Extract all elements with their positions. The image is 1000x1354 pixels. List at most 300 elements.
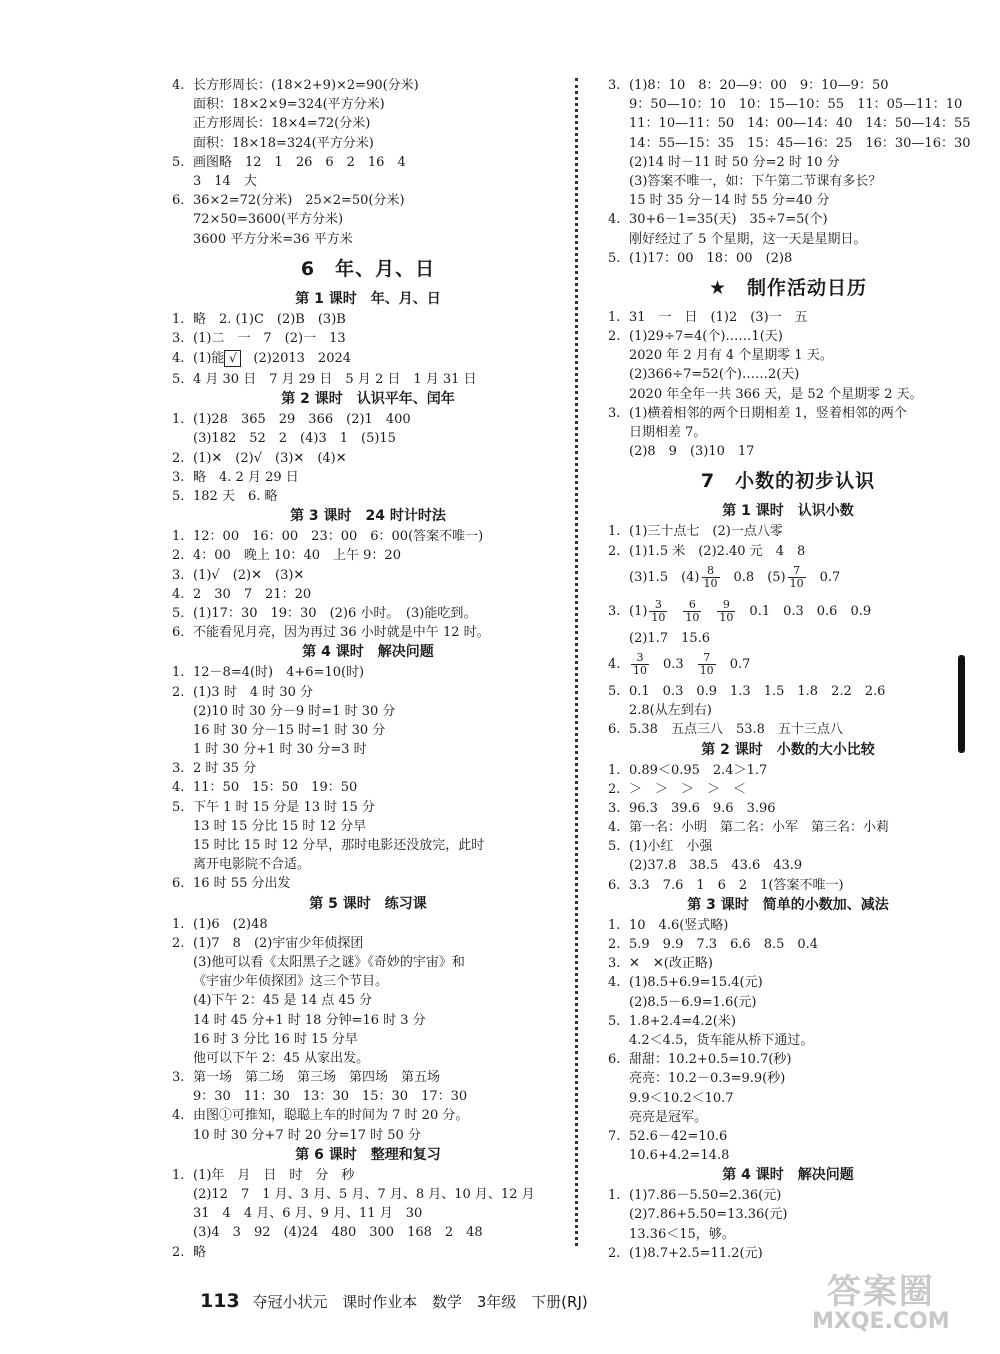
answer-text: 15 时比 15 时 12 分早，那时电影还没放完，此时 <box>193 838 485 853</box>
answer-line <box>608 561 968 595</box>
answer-text: 0.1 0.3 0.6 0.9 <box>749 603 872 619</box>
answer-line <box>608 720 968 739</box>
answers-u7-lesson3 <box>608 916 968 1165</box>
answer-text: 15 时 35 分－14 时 55 分=40 分 <box>629 193 830 209</box>
answer-line <box>172 778 564 797</box>
answer-text: (1)8.5+6.9=15.4(元) <box>629 975 763 991</box>
answer-text: 下午 1 时 15 分是 13 时 15 分 <box>193 799 375 815</box>
answer-text: (1)8.7+2.5=11.2(元) <box>629 1245 763 1261</box>
answer-text: 2 30 7 21：20 <box>193 586 312 602</box>
answer-line <box>172 95 564 114</box>
numerator: 3 <box>631 652 649 665</box>
item-number: 4. <box>608 212 621 228</box>
answer-text: 甜甜：10.2+0.5=10.7(秒) <box>629 1052 792 1068</box>
lesson-heading: 第 5 课时 练习课 <box>309 895 427 912</box>
answer-line <box>608 1050 968 1069</box>
answer-line <box>608 916 968 935</box>
answers-lesson2 <box>172 410 564 506</box>
answer-line <box>608 76 968 95</box>
item-number: 1. <box>608 762 621 778</box>
fraction <box>649 599 667 624</box>
answer-text: 3 14 大 <box>193 173 257 189</box>
answer-text: (2)10 时 30 分－9 时=1 时 30 分 <box>193 703 396 719</box>
answers-lesson5 <box>172 915 564 1145</box>
item-number: 1. <box>608 1188 621 1204</box>
answer-line <box>172 410 564 429</box>
answer-line <box>172 1049 564 1068</box>
answer-text: 2020 年 2 月有 4 个星期零 1 天。 <box>629 348 833 364</box>
item-number: 1. <box>172 412 185 428</box>
watermark-logo <box>812 1264 950 1334</box>
denominator: 10 <box>685 610 700 624</box>
lesson-heading: 第 2 课时 小数的大小比较 <box>701 741 875 758</box>
answer-text: (1) <box>629 603 648 619</box>
answer-line <box>172 972 564 991</box>
answer-line <box>172 740 564 759</box>
answers-u7-lesson2 <box>608 761 968 895</box>
item-number: 5. <box>172 489 185 504</box>
answer-text: (1)小红 小强 <box>629 839 713 855</box>
answer-text: 第一名：小明 第二名：小军 第三名：小莉 <box>629 820 890 836</box>
lesson-heading: 第 3 课时 24 时计时法 <box>290 508 446 525</box>
answer-line <box>172 191 564 210</box>
answer-text: 略 2. (1)C (2)B (3)B <box>193 311 346 327</box>
fraction <box>788 565 806 590</box>
answer-line <box>608 114 971 133</box>
answer-line <box>172 348 564 370</box>
answer-line <box>608 595 968 629</box>
denominator: 10 <box>633 663 647 677</box>
answer-text: (2)8.5－6.9=1.6(元) <box>629 994 757 1010</box>
item-number: 3. <box>608 78 621 93</box>
answer-text: (2)1.7 15.6 <box>629 630 711 646</box>
item-number: 6. <box>608 722 621 738</box>
unit6-title: 6 年、月、日 <box>300 257 436 280</box>
page-number: 113 <box>200 1290 240 1312</box>
answer-line <box>608 876 968 895</box>
subject: 数学 <box>432 1293 463 1311</box>
answer-line <box>172 134 564 153</box>
answer-text: 长方形周长：(18×2+9)×2=90(分米) <box>193 78 419 93</box>
item-number: 4. <box>608 820 621 836</box>
book-name: 课时作业本 <box>342 1293 418 1311</box>
answer-text: 日期相差 7。 <box>629 425 707 440</box>
item-number: 3. <box>172 567 185 583</box>
answer-line <box>608 191 968 210</box>
answer-line <box>608 249 968 268</box>
item-number: 6. <box>172 193 185 209</box>
fraction <box>717 599 735 624</box>
answer-text: 16 时 3 分比 16 时 15 分早 <box>193 1031 358 1047</box>
answer-line <box>172 1126 564 1145</box>
denominator: 10 <box>651 610 666 624</box>
answers-u7-lesson4 <box>608 1186 968 1263</box>
answer-line <box>172 798 564 817</box>
answer-text: (2)7.86+5.50=13.36(元) <box>629 1207 788 1223</box>
answer-text: 16 时 30 分－15 时=1 时 30 分 <box>193 722 386 738</box>
answer-line <box>608 935 968 954</box>
item-number: 3. <box>172 469 185 485</box>
answer-line <box>172 76 564 95</box>
answer-line <box>608 1186 968 1205</box>
numerator: 8 <box>702 565 720 578</box>
answer-text: 52.6－42=10.6 <box>629 1128 728 1144</box>
answer-line <box>172 721 564 740</box>
answer-text: ✕ ✕(改正略) <box>629 956 713 972</box>
right-column <box>608 76 971 1263</box>
watermark-url: MXQE.COM <box>812 1309 950 1334</box>
answer-line <box>172 1185 564 1204</box>
answer-text: 72×50=3600(平方分米) <box>193 212 344 228</box>
answer-text: 10 时 30 分+7 时 20 分=17 时 50 分 <box>193 1127 421 1143</box>
answer-text: 36×2=72(分米) 25×2=50(分米) <box>193 193 405 209</box>
answer-text: 亮亮是冠军。 <box>629 1109 708 1125</box>
answer-text: (1)√ (2)✕ (3)✕ <box>193 567 305 583</box>
grade: 3年级 <box>476 1293 517 1311</box>
answer-line <box>608 153 968 172</box>
answer-text: 9：30 11：30 13：30 15：30 17：30 <box>193 1089 468 1105</box>
denominator: 10 <box>789 576 804 590</box>
item-number: 3. <box>172 761 185 777</box>
answer-text: (2)366÷7=52(个)……2(天) <box>629 367 800 383</box>
answer-text: (4)下午 2：45 是 14 点 45 分 <box>193 993 373 1009</box>
answer-text: (1)6 (2)48 <box>193 916 268 932</box>
answer-line <box>172 934 564 953</box>
answers-unit6-end <box>608 76 971 268</box>
answer-text: (1)17：00 18：00 (2)8 <box>629 250 793 266</box>
answer-text: (1)17：30 19：30 (2)6 小时。 (3)能吃到。 <box>193 605 477 621</box>
answer-line <box>608 648 968 682</box>
answers-u7-lesson1 <box>608 522 968 739</box>
answer-line <box>608 308 968 327</box>
answer-text: 12－8=4(时) 4+6=10(时) <box>193 665 365 681</box>
answer-text: 13.36＜15，够。 <box>629 1226 735 1242</box>
answer-line <box>172 585 564 604</box>
answer-line <box>172 1223 564 1242</box>
item-number: 1. <box>172 1167 185 1183</box>
answer-text: 2020 年全年一共 366 天，是 52 个星期零 2 天。 <box>629 386 923 402</box>
answers-lesson1 <box>172 310 564 390</box>
answer-line <box>172 604 564 623</box>
answer-text: (1)7.86－5.50=2.36(元) <box>629 1188 782 1204</box>
answer-line <box>172 566 564 585</box>
answer-text: 12：00 16：00 23：00 6：00(答案不唯一) <box>193 529 484 545</box>
answer-line <box>172 310 564 329</box>
item-number: 2. <box>172 450 185 466</box>
answer-text: 13 时 15 分比 15 时 12 分早 <box>193 818 367 834</box>
answer-line <box>608 542 968 561</box>
answer-line <box>608 799 968 818</box>
answer-text: 5.38 五点三八 53.8 五十三点八 <box>629 722 843 738</box>
answer-text: (2)37.8 38.5 43.6 43.9 <box>629 858 803 874</box>
answer-text: 96.3 39.6 9.6 3.96 <box>629 800 776 816</box>
answer-text: (3)182 52 2 (4)3 1 (5)15 <box>193 431 396 447</box>
answer-line <box>172 449 564 468</box>
item-number: 5. <box>172 799 185 815</box>
item-number: 5. <box>608 250 621 266</box>
fraction <box>683 599 701 624</box>
answer-text: (3)4 3 92 (4)24 480 300 168 2 48 <box>193 1225 483 1241</box>
answer-text: 0.7 <box>819 569 841 585</box>
numerator: 3 <box>649 599 667 612</box>
answer-line <box>608 1069 968 1088</box>
answer-line <box>608 993 968 1012</box>
answer-line <box>172 153 564 172</box>
series-name: 夺冠小状元 <box>252 1293 328 1311</box>
answer-text: 14：55—15：35 15：45—16：25 16：30—16：30 <box>629 135 971 151</box>
activity-title: ★ 制作活动日历 <box>708 276 868 299</box>
unit7-title: 7 小数的初步认识 <box>700 470 876 493</box>
answer-line <box>172 487 564 506</box>
answer-line <box>608 1012 968 1031</box>
answer-text: (1)二 一 7 (2)一 13 <box>193 330 346 346</box>
answer-line <box>172 1087 564 1106</box>
answer-line <box>172 1011 564 1030</box>
answer-text: (3)他可以看《太阳黑子之谜》《奇妙的宇宙》和 <box>193 954 465 970</box>
answer-text: (1)能 <box>193 351 225 367</box>
watermark-text: 答案圈 <box>826 1272 935 1312</box>
answer-text: (1)1.5 米 (2)2.40 元 4 8 <box>629 543 806 559</box>
answer-line <box>608 1244 968 1263</box>
item-number: 2. <box>172 935 185 951</box>
answer-text: (1)7 8 (2)宇宙少年侦探团 <box>193 935 364 951</box>
answer-text: 4.2＜4.5，货车能从桥下通过。 <box>629 1032 814 1048</box>
answer-line <box>608 1108 968 1127</box>
answer-line <box>608 954 968 973</box>
answer-text: (1)29÷7=4(个)……1(天) <box>629 329 783 345</box>
answer-line <box>172 172 564 191</box>
answer-line <box>172 817 564 836</box>
answer-line <box>608 818 968 837</box>
answer-line <box>608 423 968 442</box>
answer-line <box>608 856 968 875</box>
answer-text: 略 <box>193 1244 207 1260</box>
item-number: 3. <box>608 956 621 972</box>
answer-line <box>172 114 564 133</box>
answer-text: 2 时 35 分 <box>193 761 257 777</box>
answer-line <box>172 468 564 487</box>
answer-text: 面积：18×2×9=324(平方分米) <box>193 97 385 113</box>
column-divider <box>575 78 578 1246</box>
answers-unit5-end <box>172 76 564 249</box>
answer-text: 略 4. 2 月 29 日 <box>193 469 299 485</box>
lesson-heading: 第 6 课时 整理和复习 <box>295 1146 441 1163</box>
answer-text: 画图略 12 1 26 6 2 16 4 <box>193 154 406 170</box>
answer-text: 3600 平方分米=36 平方米 <box>193 231 353 247</box>
answer-line <box>608 701 968 720</box>
item-number: 4. <box>172 780 185 796</box>
item-number: 4. <box>172 1108 185 1124</box>
answer-text: 0.89＜0.95 2.4＞1.7 <box>629 762 768 778</box>
item-number: 6. <box>172 625 185 641</box>
answer-line <box>172 623 564 642</box>
answer-text: (1)三十点七 (2)一点八零 <box>629 524 783 540</box>
answer-line <box>608 682 968 701</box>
item-number: 1. <box>608 524 621 540</box>
item-number: 5. <box>172 154 185 170</box>
answer-line <box>172 329 564 348</box>
item-number: 2. <box>608 329 621 345</box>
answer-text: 9：50—10：10 10：15—10：55 11：05—11：10 <box>629 97 963 113</box>
answer-line <box>608 973 968 992</box>
item-number: 3. <box>172 1070 185 1086</box>
item-number: 1. <box>172 311 185 327</box>
item-number: 4. <box>608 975 621 991</box>
volume: 下册(RJ) <box>531 1293 588 1311</box>
answer-text: (1)3 时 4 时 30 分 <box>193 684 314 700</box>
answer-text: 182 天 6. 略 <box>193 489 278 504</box>
answer-text: 10.6+4.2=14.8 <box>629 1148 730 1164</box>
answer-text: 刚好经过了 5 个星期，这一天是星期日。 <box>629 231 867 247</box>
answer-text: 他可以下午 2：45 从家出发。 <box>193 1050 370 1066</box>
item-number: 2. <box>608 543 621 559</box>
lesson-heading: 第 3 课时 简单的小数加、减法 <box>687 896 889 913</box>
answer-text: 0.7 <box>729 656 751 672</box>
item-number: 5. <box>608 1013 621 1029</box>
answer-text: (2)2013 2024 <box>253 351 352 367</box>
answer-line <box>172 1204 564 1223</box>
item-number: 2. <box>608 781 621 797</box>
answer-text: 第一场 第二场 第三场 第四场 第五场 <box>193 1070 441 1086</box>
answer-text: 14 时 45 分+1 时 18 分钟=16 时 3 分 <box>193 1012 426 1028</box>
answers-lesson6 <box>172 1166 564 1262</box>
answer-line <box>172 1068 564 1087</box>
lesson-heading: 第 1 课时 年、月、日 <box>295 290 441 307</box>
answer-text: 亮亮：10.2－0.3=9.9(秒) <box>629 1071 786 1087</box>
item-number: 6. <box>608 877 621 893</box>
answer-line <box>608 385 968 404</box>
item-number: 4. <box>172 586 185 602</box>
answer-line <box>608 1146 968 1165</box>
answer-line <box>172 874 564 893</box>
denominator: 10 <box>719 610 734 624</box>
answer-text: (3)1.5 (4) <box>629 569 700 585</box>
answer-text: (1)✕ (2)√ (3)✕ (4)✕ <box>193 450 347 466</box>
item-number: 5. <box>172 372 185 388</box>
answer-text: 正方形周长：18×4=72(分米) <box>193 116 371 132</box>
answer-line <box>172 759 564 778</box>
answer-line <box>608 230 968 249</box>
item-number: 1. <box>608 917 621 933</box>
fraction <box>698 652 716 677</box>
answer-text: 31 4 4 月、6 月、9 月、11 月 30 <box>193 1206 423 1222</box>
answer-line <box>608 95 968 114</box>
item-number: 7. <box>608 1128 621 1144</box>
page-footer <box>200 1290 598 1312</box>
item-number: 5. <box>172 605 185 621</box>
answer-text: ＞ ＞ ＞ ＞ ＜ <box>629 781 747 797</box>
answer-line <box>172 953 564 972</box>
item-number: 4. <box>172 351 185 367</box>
item-number: 6. <box>172 876 185 892</box>
answer-line <box>172 991 564 1010</box>
answer-line <box>172 1106 564 1125</box>
item-number: 5. <box>608 683 621 699</box>
answer-text: 0.8 (5) <box>733 569 786 585</box>
answer-text: (1)8：10 8：20—9：00 9：10—9：50 <box>629 78 889 93</box>
lesson-heading: 第 1 课时 认识小数 <box>722 503 854 520</box>
answer-text: 由图①可推知，聪聪上车的时间为 7 时 20 分。 <box>193 1108 469 1124</box>
answer-line <box>172 702 564 721</box>
fraction <box>631 652 649 677</box>
answer-line <box>608 404 968 423</box>
answer-line <box>608 365 968 384</box>
answer-text: 2.8(从左到右) <box>629 703 712 719</box>
answer-line <box>608 629 968 648</box>
item-number: 5. <box>608 839 621 855</box>
answers-lesson4 <box>172 663 564 893</box>
item-number: 4. <box>608 656 621 672</box>
fraction <box>702 565 720 590</box>
answer-line <box>172 836 564 855</box>
answer-text: 11：50 15：50 19：50 <box>193 780 358 796</box>
answer-text: (2)14 时－11 时 50 分=2 时 10 分 <box>629 154 840 170</box>
item-number: 3. <box>608 405 621 421</box>
item-number: 1. <box>172 665 185 681</box>
answers-activity <box>608 308 968 462</box>
item-number: 3. <box>172 330 185 346</box>
answer-line <box>608 837 968 856</box>
lesson-heading: 第 4 课时 解决问题 <box>722 1167 854 1184</box>
answer-text: 3.3 7.6 1 6 2 1(答案不唯一) <box>629 877 844 893</box>
answer-text: 不能看见月亮，因为再过 36 小时就是中午 12 时。 <box>193 625 490 641</box>
answer-line <box>172 546 564 565</box>
answer-line <box>172 210 564 229</box>
answer-line <box>172 1166 564 1185</box>
answer-text: 离开电影院不合适。 <box>193 857 311 873</box>
answer-line <box>172 1030 564 1049</box>
answer-line <box>608 1225 968 1244</box>
answer-line <box>608 1205 968 1224</box>
denominator: 10 <box>699 663 714 677</box>
answer-text: (1)28 365 29 366 (2)1 400 <box>193 412 411 428</box>
answer-line <box>608 327 968 346</box>
answer-line <box>608 780 968 799</box>
numerator: 7 <box>698 652 716 665</box>
answer-text: 10 4.6(竖式略) <box>629 917 729 933</box>
numerator: 7 <box>788 565 806 578</box>
item-number: 3. <box>608 800 621 816</box>
answer-line <box>608 210 968 229</box>
answer-text: 面积：18×18=324(平方分米) <box>193 135 374 151</box>
answer-text: (2)8 9 (3)10 17 <box>629 444 755 460</box>
item-number: 3. <box>608 603 621 619</box>
item-number: 2. <box>172 548 185 564</box>
answer-line <box>608 522 968 541</box>
answer-line <box>172 855 564 874</box>
answer-line <box>172 527 564 546</box>
lesson-heading: 第 4 课时 解决问题 <box>302 644 434 661</box>
answer-text: (1)年 月 日 时 分 秒 <box>193 1167 355 1183</box>
answer-line <box>172 683 564 702</box>
item-number: 2. <box>608 937 621 952</box>
answer-line <box>608 1089 968 1108</box>
answer-line <box>172 1243 564 1262</box>
answer-text: 0.1 0.3 0.9 1.3 1.5 1.8 2.2 2.6 <box>629 683 886 699</box>
item-number: 2. <box>608 1245 621 1261</box>
checkbox-answer: √ <box>224 350 241 367</box>
answer-text: 1 时 30 分+1 时 30 分=3 时 <box>193 742 367 758</box>
item-number: 1. <box>172 529 185 545</box>
answer-line <box>172 230 564 249</box>
answer-line <box>608 346 968 365</box>
item-number: 4. <box>172 78 185 93</box>
numerator: 6 <box>683 599 701 612</box>
numerator: 9 <box>717 599 735 612</box>
answer-line <box>608 1127 968 1146</box>
answer-line <box>172 915 564 934</box>
item-number: 2. <box>172 684 185 700</box>
